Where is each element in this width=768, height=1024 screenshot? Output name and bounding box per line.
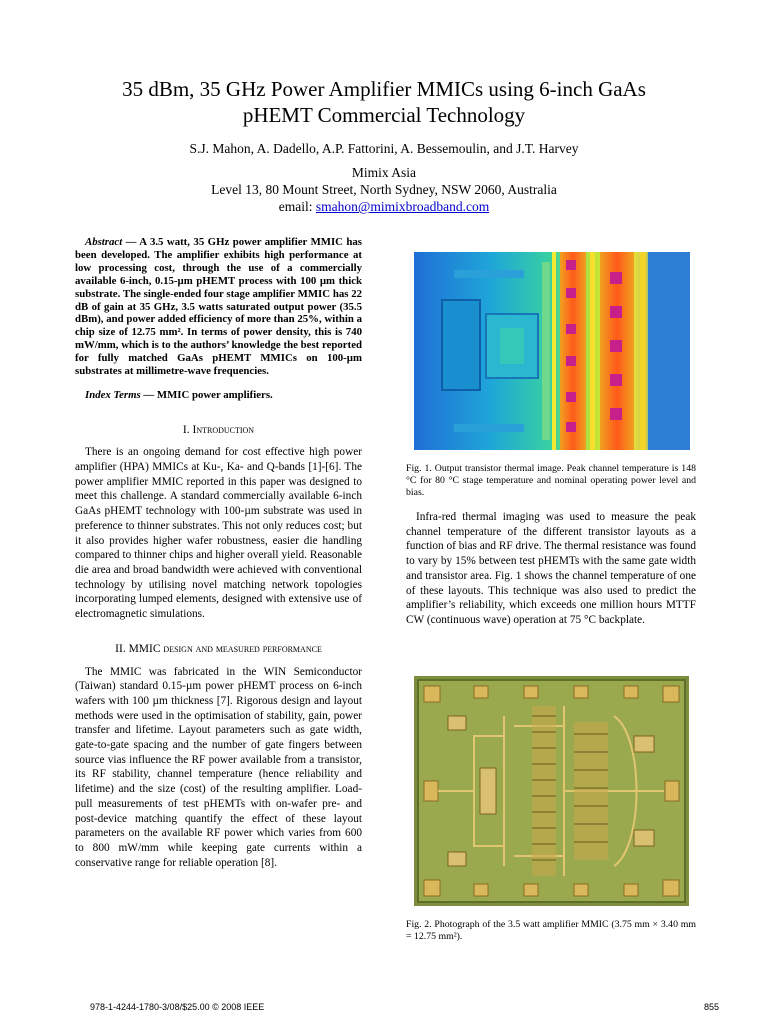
paper-title — [40, 76, 728, 128]
abstract — [75, 236, 362, 378]
page-number: 855 — [704, 1002, 720, 1012]
right-column-paragraph — [406, 510, 696, 628]
affiliation-org: Mimix Asia — [351, 165, 417, 180]
index-terms-text: — MMIC power amplifiers. — [143, 388, 273, 401]
title-line-2: pHEMT Commercial Technology — [242, 103, 526, 127]
section-heading-introduction: I. Introduction — [182, 423, 255, 436]
affiliation-email — [40, 198, 728, 215]
fig2-mmic-photo — [414, 676, 689, 906]
email-link[interactable]: smahon@mimixbroadband.com — [315, 199, 490, 214]
affiliation-address: Level 13, 80 Mount Street, North Sydney, NSW 2060, Australia — [211, 182, 557, 197]
email-label: email: — [278, 199, 316, 214]
thermal-image-graphic — [414, 252, 690, 450]
author-list: S.J. Mahon, A. Dadello, A.P. Fattorini, A. Bessemoulin, and J.T. Harvey — [189, 141, 579, 156]
index-terms-label: Index Terms — [85, 388, 141, 401]
thermal-imaging-paragraph: Infra-red thermal imaging was used to measure the peak channel temperature of the different transistor layouts as a function of bias and RF drive. The thermal resistance was found to vary by 15% between test pHEMTs with the same gate width and transistor area. Fig. 1 shows the channel temperature of one of these layouts. This technique was also used to predict the amplifier’s reliability, which exceeds one million hours MTTF CW (continuous wave) operation at 75 °C backplate. — [406, 511, 696, 626]
fig2-caption: Fig. 2. Photograph of the 3.5 watt amplifier MMIC (3.75 mm × 3.40 mm = 12.75 mm²). — [406, 919, 696, 942]
affiliation — [40, 164, 728, 215]
abstract-label: Abstract — [85, 236, 123, 248]
abstract-text: — A 3.5 watt, 35 GHz power amplifier MMIC has been developed. The amplifier exhibits high performance at low processing cost, through the use of a commercially available 6-inch, 0.15-µm pHEMT process with 100 µm thick substrate. The single-ended four stage amplifier MMIC has 22 dB of gain at 35 GHz, 3.5 watts saturated output power (35.5 dBm), and power added efficiency of more than 25%, within a chip size of 12.75 mm². In terms of power density, this is 740 mW/mm, which is to the authors’ knowledge the best reported for fully matched GaAs pHEMT MMICs on 100-µm substrates at millimetre-wave frequencies. — [75, 236, 362, 378]
mmic-design-paragraph: The MMIC was fabricated in the WIN Semiconductor (Taiwan) standard 0.15-µm power pHEMT process on 6-inch wafers with 100 µm thickness [7]. Rigorous design and layout methods were used in the optimisation of stability, gain, power transfer and lifetime. Layout parameters such as gate width, gate-to-gate spacing and the number of gate fingers between source vias influence the RF power available from a transistor, its RF stability, channel temperature (hence reliability and lifetime) and the size (cost) of the resulting amplifier. Load-pull measurements of test pHEMTs with on-wafer pre- and post-device matching quantify the effect of these layout parameters on the available RF power which varies from 600 to 800 mW/mm while keeping gate currents within a conservative range for reliable operation [8]. — [75, 665, 362, 869]
fig1-thermal-image — [414, 252, 690, 450]
left-column — [75, 236, 362, 870]
title-line-1: 35 dBm, 35 GHz Power Amplifier MMICs using 6-inch GaAs — [122, 77, 646, 101]
mmic-photo-graphic — [414, 676, 689, 906]
section-heading-mmic-design: II. MMIC design and measured performance — [115, 642, 322, 655]
index-terms — [75, 388, 362, 403]
introduction-paragraph: There is an ongoing demand for cost effective high power amplifier (HPA) MMICs at Ku-, Ka- and Q-bands [1]-[6]. The power amplifier MMIC reported in this paper was designed to meet this challenge. A standard commercially available 6-inch GaAs pHEMT technology with 100-µm substrate was used in preference to thinner substrates. This not only reduces cost; but it also provides higher wafer robustness, easier die handling compared to thinner chips and higher overall yield. Reasonable die area and broad bandwidth were achieved with conventional technology by utilising novel matching network topologies incorporating lumped elements, designed with extensive use of electromagnetic simulations. — [75, 446, 362, 621]
footer-copyright: 978-1-4244-1780-3/08/$25.00 © 2008 IEEE — [90, 1002, 265, 1012]
fig1-caption: Fig. 1. Output transistor thermal image. Peak channel temperature is 148 °C for 80 °C stage temperature and nominal operating power level and bias. — [406, 463, 696, 498]
